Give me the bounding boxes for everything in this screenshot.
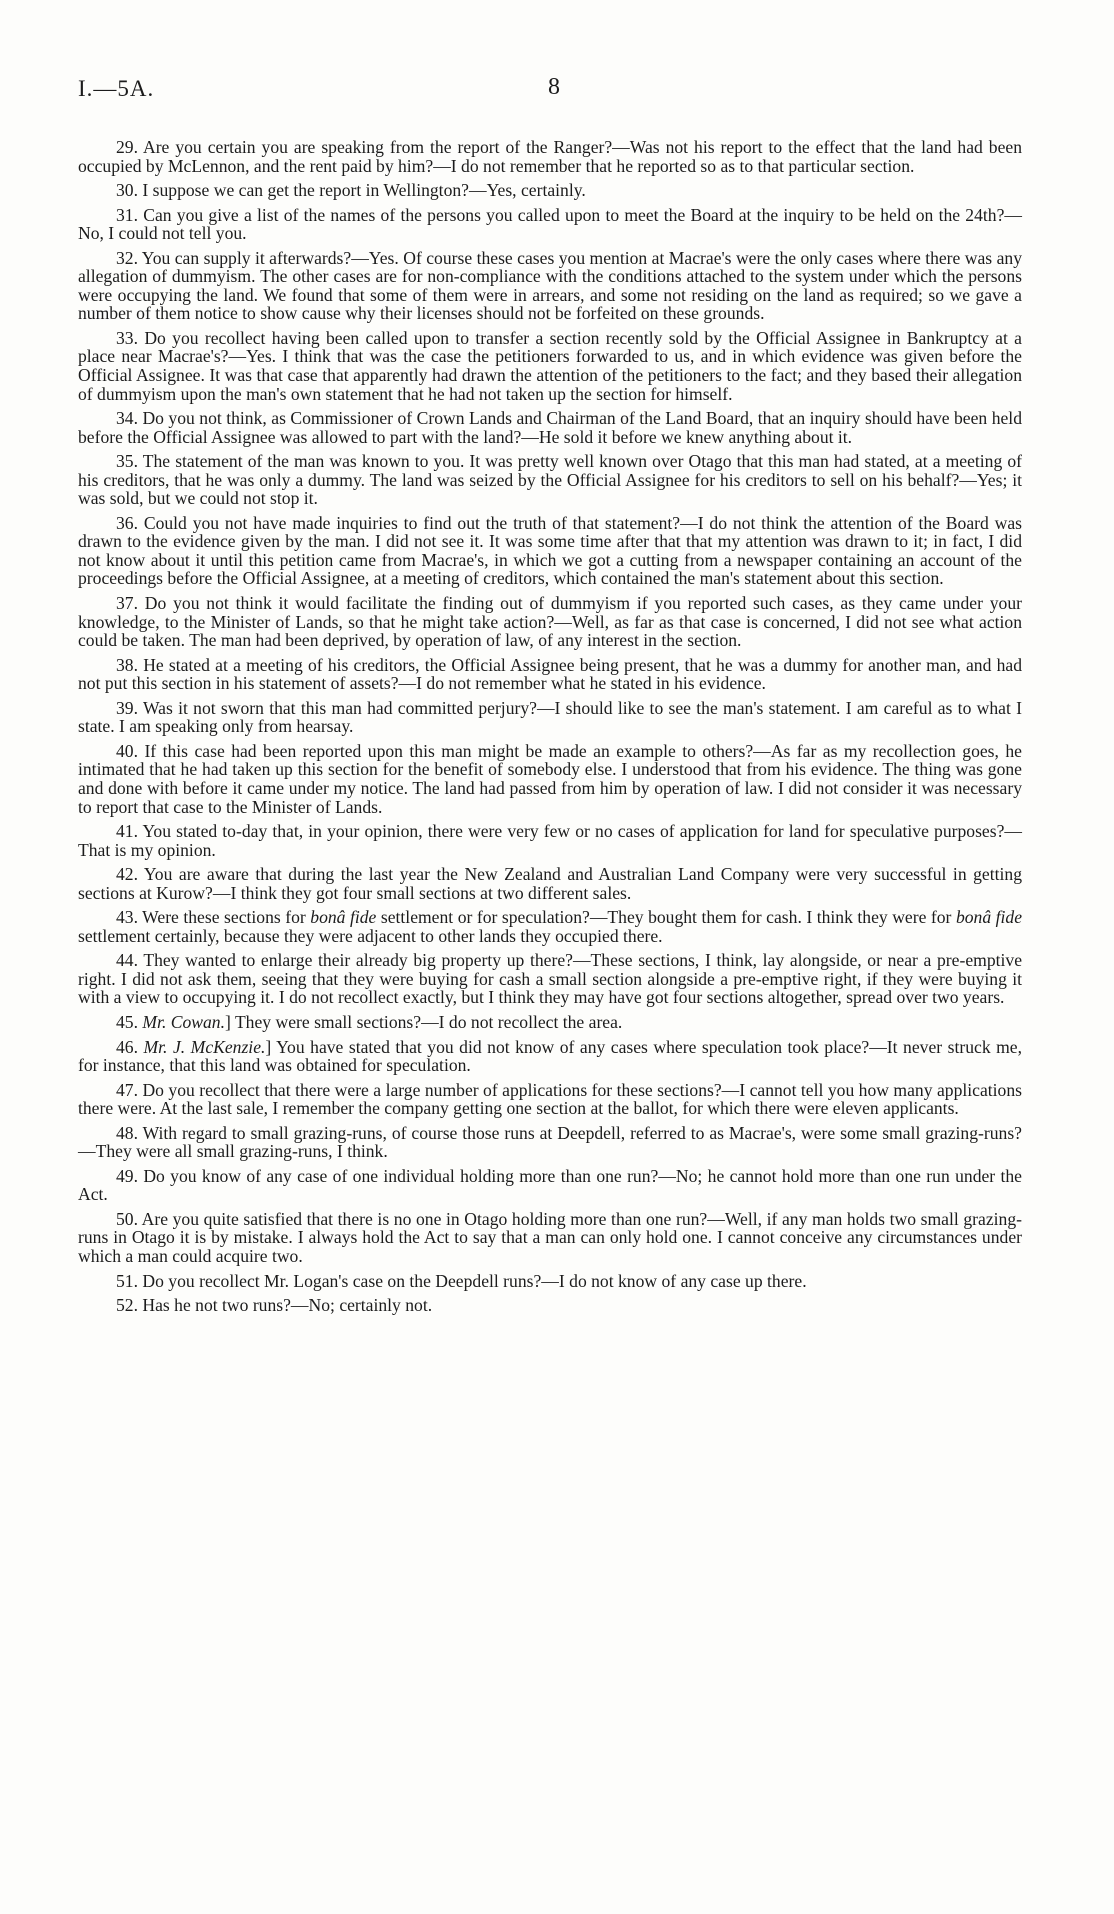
paragraph-48: 48. With regard to small grazing-runs, of course those runs at Deepdell, referred to as Macrae's, were some small grazing-runs?—They were all small grazing-runs, I think. bbox=[78, 1122, 1022, 1162]
paragraph-43 bbox=[78, 908, 1022, 945]
paragraph-33: 33. Do you recollect having been called upon to transfer a section recently sold by the Official Assignee in Bankruptcy at a place near Macrae's?—Yes. I think that was the case the petitioners forwarded to us, and in which evidence was given before the Official Assignee. It was that case that apparently had drawn the attention of the petitioners to the fact; and they based their allegation of dummyism upon the man's own statement that he had not taken up the section for himself. bbox=[78, 327, 1022, 404]
paragraph-52: 52. Has he not two runs?—No; certainly not. bbox=[116, 1295, 433, 1316]
q46-speaker: Mr. J. McKenzie. bbox=[143, 1036, 266, 1057]
paragraph-30: 30. I suppose we can get the report in Wellington?—Yes, certainly. bbox=[116, 180, 586, 201]
q45-speaker: Mr. Cowan. bbox=[142, 1011, 225, 1032]
paragraph-39: 39. Was it not sworn that this man had committed perjury?—I should like to see the man's statement. I am careful as to what I state. I am speaking only from hearsay. bbox=[78, 697, 1022, 737]
document-reference: I.—5A. bbox=[78, 76, 155, 101]
paragraph-50: 50. Are you quite satisfied that there is no one in Otago holding more than one run?—Well, if any man holds two small grazing-runs in Otago it is by mistake. I always hold the Act to say that a man can only hold one. I cannot conceive any circumstances under which a man could acquire two. bbox=[78, 1208, 1022, 1266]
q46-text: ] You have stated that you did not know of any cases where speculation took place?—It never struck me, for instance, that this land was obtained for speculation. bbox=[78, 1036, 1023, 1076]
paragraph-36: 36. Could you not have made inquiries to find out the truth of that statement?—I do not think the attention of the Board was drawn to the evidence given by the man. I did not see it. It was some time after that that my attention was drawn to it; in fact, I did not know about it until this petition came from Macrae's, in which we got a cutting from a newspaper containing an account of the proceedings before the Official Assignee, at a meeting of creditors, which contained the man's statement about this section. bbox=[78, 512, 1022, 589]
q43-text-1: 43. Were these sections for bbox=[116, 907, 311, 928]
paragraph-47: 47. Do you recollect that there were a large number of applications for these sections?—I cannot tell you how many applications there were. At the last sale, I remember the company getting one section at the ballot, for which there were eleven applicants. bbox=[78, 1079, 1022, 1119]
q43-italic-2: bonâ fide bbox=[955, 907, 1023, 928]
paragraph-29: 29. Are you certain you are speaking from the report of the Ranger?—Was not his report to the effect that the land had been occupied by McLennon, and the rent paid by him?—I do not remember that he reported so as to that particular section. bbox=[78, 137, 1022, 176]
paragraph-49: 49. Do you know of any case of one individual holding more than one run?—No; he cannot hold more than one run under the Act. bbox=[78, 1165, 1022, 1205]
paragraph-51: 51. Do you recollect Mr. Logan's case on the Deepdell runs?—I do not know of any case up there. bbox=[116, 1270, 807, 1291]
paragraph-34: 34. Do you not think, as Commissioner of Crown Lands and Chairman of the Land Board, that an inquiry should have been held before the Official Assignee was allowed to part with the land?—He sold it before we knew anything about it. bbox=[78, 408, 1022, 447]
q45-number: 45. bbox=[116, 1011, 143, 1032]
page-number: 8 bbox=[548, 74, 560, 100]
q46-number: 46. bbox=[116, 1036, 144, 1057]
paragraph-31: 31. Can you give a list of the names of the persons you called upon to meet the Board at the inquiry to be held on the 24th?—No, I could not tell you. bbox=[78, 204, 1022, 244]
paragraph-40: 40. If this case had been reported upon this man might be made an example to others?—As far as my recollection goes, he intimated that he had taken up this section for the benefit of somebody else. I understood that from his evidence. The thing was gone and done with before it came under my notice. The land had passed from him by operation of law. I did not consider it was necessary to report that case to the Minister of Lands. bbox=[78, 740, 1022, 817]
paragraph-41: 41. You stated to-day that, in your opinion, there were very few or no cases of application for land for speculative purposes?—That is my opinion. bbox=[78, 821, 1022, 860]
paragraph-38: 38. He stated at a meeting of his creditors, the Official Assignee being present, that he was a dummy for another man, and had not put this section in his statement of assets?—I do not remember what he stated in his evidence. bbox=[78, 654, 1022, 694]
paragraph-44: 44. They wanted to enlarge their already big property up there?—These sections, I think, lay alongside, or near a pre-emptive right. I did not ask them, seeing that they were buying for cash a small section alongside a pre-emptive right, if they were buying it with a view to occupying it. I do not recollect exactly, but I think they may have got four sections altogether, spread over two years. bbox=[78, 950, 1022, 1008]
paragraph-37: 37. Do you not think it would facilitate the finding out of dummyism if you reported such cases, as they came under your knowledge, to the Minister of Lands, so that he might take action?—Well, as far as that case is concerned, I did not see what action could be taken. The man had been deprived, by operation of law, of any interest in the section. bbox=[78, 593, 1022, 651]
paragraph-46 bbox=[78, 1038, 1022, 1075]
document-body bbox=[78, 138, 1022, 1321]
paragraph-45 bbox=[78, 1013, 1022, 1032]
q43-text-3: settlement certainly, because they were adjacent to other lands they occupied there. bbox=[78, 925, 663, 946]
paragraph-35: 35. The statement of the man was known to you. It was pretty well known over Otago that this man had stated, at a meeting of his creditors, that he was only a dummy. The land was seized by the Official Assignee for his creditors to sell on his behalf?—Yes; it was sold, but we could not stop it. bbox=[78, 451, 1022, 509]
paragraph-42: 42. You are aware that during the last year the New Zealand and Australian Land Company were very successful in getting sections at Kurow?—I think they got four small sections at two different sales. bbox=[78, 864, 1022, 903]
q45-text: ] They were small sections?—I do not recollect the area. bbox=[225, 1011, 623, 1032]
paragraph-32: 32. You can supply it afterwards?—Yes. Of course these cases you mention at Macrae's were the only cases where there was any allegation of dummyism. The other cases are for non-compliance with the conditions attached to the system under which the persons were occupying the land. We found that some of them were in arrears, and some not residing on the land as required; so we gave a number of them notice to show cause why their licenses should not be forfeited on these grounds. bbox=[78, 247, 1022, 324]
q43-italic-1: bonâ fide bbox=[310, 907, 377, 928]
q43-text-2: settlement or for speculation?—They bought them for cash. I think they were for bbox=[376, 907, 956, 928]
